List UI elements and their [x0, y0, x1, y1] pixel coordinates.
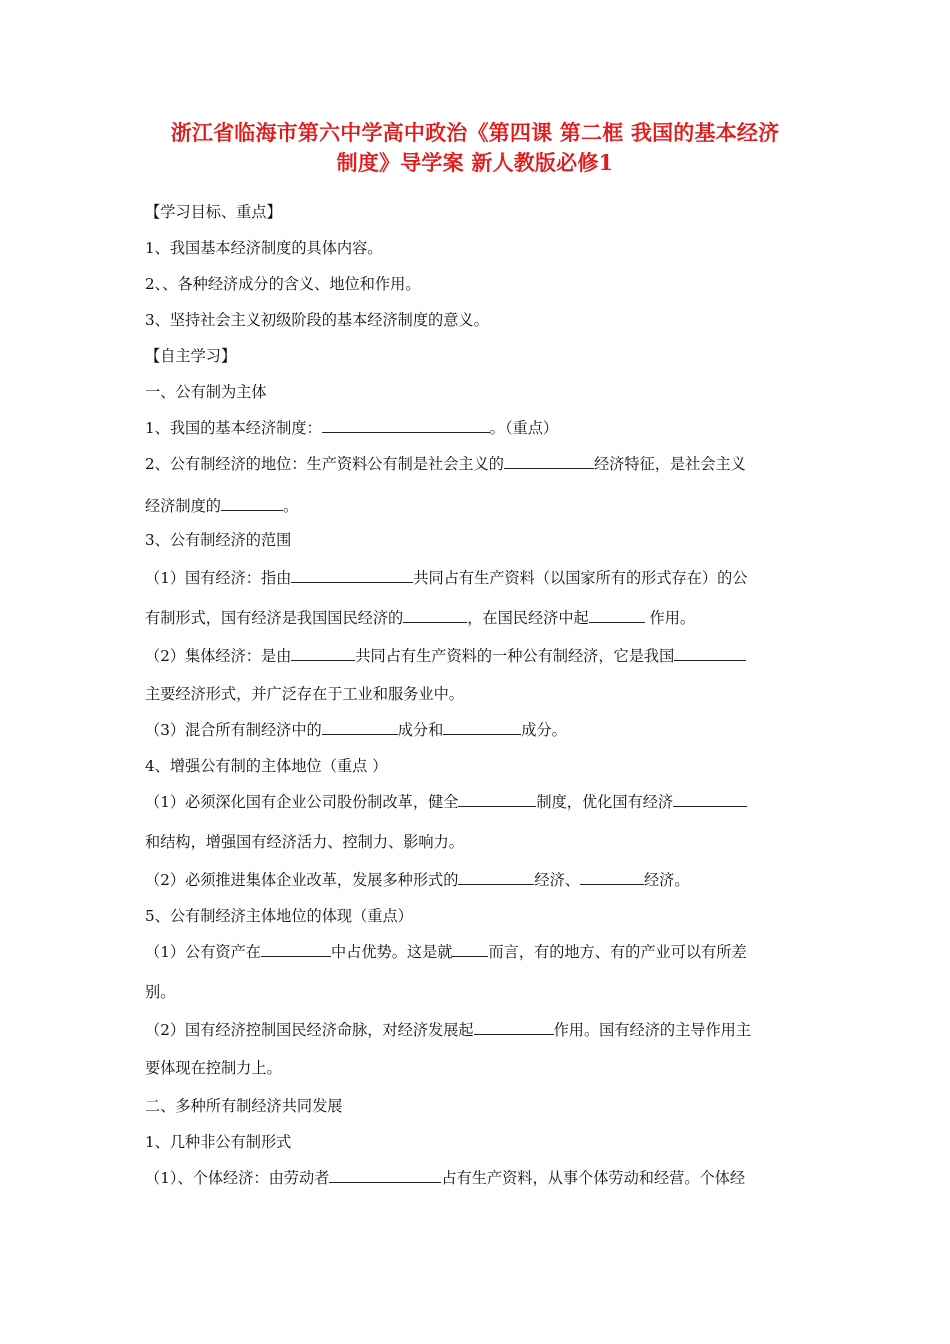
question-2-text-d: 。: [282, 497, 299, 515]
item-5-1-text-a: （1）公有资产在: [145, 943, 261, 961]
part-2-heading: 二、多种所有制经济共同发展: [145, 1097, 343, 1115]
fill-blank[interactable]: [452, 942, 488, 957]
item-5-2-text-a: （2）国有经济控制国民经济命脉，对经济发展起: [145, 1021, 474, 1039]
fill-blank[interactable]: [504, 454, 594, 469]
item-4-1-text-a: （1）必须深化国有企业公司股份制改革，健全: [145, 793, 459, 811]
item-3-1-line-2: [145, 608, 695, 628]
part-2-question-1-heading: 1、几种非公有制形式: [145, 1133, 292, 1151]
fill-blank[interactable]: [403, 608, 467, 623]
item-5-2-line-2: 要体现在控制力上。: [145, 1059, 282, 1077]
item-4-2-text-b: 经济、: [534, 871, 580, 889]
item-3-1-text-d: ，在国民经济中起: [467, 609, 589, 627]
item-4-1-line-1: [145, 792, 747, 812]
item-3-3-text-a: （3）混合所有制经济中的: [145, 721, 322, 739]
question-2-text-b: 经济特征，是社会主义: [593, 455, 746, 473]
part-2-item-1-text-a: （1）、个体经济：由劳动者: [145, 1169, 330, 1187]
question-2-text-a: 2、公有制经济的地位：生产资料公有制是社会主义的: [145, 455, 504, 473]
fill-blank[interactable]: [674, 646, 746, 661]
item-3-2-text-a: （2）集体经济：是由: [145, 647, 292, 665]
fill-blank[interactable]: [322, 720, 398, 735]
item-3-3-text-b: 成分和: [397, 721, 444, 739]
item-5-1-text-c: 而言，有的地方、有的产业可以有所差: [488, 943, 747, 961]
item-3-1-text-c: 有制形式，国有经济是我国国民经济的: [145, 609, 404, 627]
section-heading-self-study: 【自主学习】: [145, 347, 237, 365]
part-2-item-1-text-b: 占有生产资料，从事个体劳动和经营。个体经: [441, 1169, 746, 1187]
item-5-1-line-1: [145, 942, 747, 962]
title-line-2: 制度》导学案 新人教版必修1: [336, 150, 614, 175]
fill-blank[interactable]: [221, 496, 283, 511]
question-3-heading: 3、公有制经济的范围: [145, 531, 292, 549]
question-1: [145, 418, 558, 438]
fill-blank[interactable]: [443, 720, 521, 735]
item-5-1-line-2: 别。: [145, 983, 176, 1001]
fill-blank[interactable]: [458, 870, 534, 885]
fill-blank[interactable]: [291, 568, 413, 583]
fill-blank[interactable]: [322, 418, 490, 433]
question-4-heading: 4、增强公有制的主体地位（重点 ）: [145, 757, 388, 775]
item-3-2-text-b: 共同占有生产资料的一种公有制经济，它是我国: [355, 647, 675, 665]
fill-blank[interactable]: [474, 1020, 554, 1035]
fill-blank[interactable]: [291, 646, 355, 661]
item-4-2-text-a: （2）必须推进集体企业改革，发展多种形式的: [145, 871, 459, 889]
question-5-heading: 5、公有制经济主体地位的体现（重点）: [145, 907, 413, 925]
fill-blank[interactable]: [589, 608, 645, 623]
question-1-text-a: 1、我国的基本经济制度：: [145, 419, 322, 437]
item-5-2-line-1: [145, 1020, 751, 1040]
section-heading-objectives: 【学习目标、重点】: [145, 203, 282, 221]
item-3-1-line-1: [145, 568, 747, 588]
item-3-3: [145, 720, 567, 740]
item-3-2-line-1: [145, 646, 746, 666]
question-1-text-b: 。（重点）: [489, 419, 559, 437]
question-2-line-2: [145, 496, 298, 516]
fill-blank[interactable]: [458, 792, 536, 807]
fill-blank[interactable]: [329, 1168, 441, 1183]
question-2-line-1: [145, 454, 746, 474]
item-3-3-text-c: 成分。: [521, 721, 567, 739]
item-4-2-text-c: 经济。: [643, 871, 690, 889]
fill-blank[interactable]: [261, 942, 331, 957]
question-2-text-c: 经济制度的: [145, 497, 221, 515]
item-5-1-text-b: 中占优势。这是就: [330, 943, 453, 961]
title-line-1: 浙江省临海市第六中学高中政治《第四课 第二框 我国的基本经济: [170, 120, 780, 145]
item-3-1-text-b: 共同占有生产资料（以国家所有的形式存在）的公: [413, 569, 748, 587]
item-5-2-text-b: 作用。国有经济的主导作用主: [553, 1021, 752, 1039]
objective-2: 2、、各种经济成分的含义、地位和作用。: [145, 275, 421, 293]
item-3-2-line-2: 主要经济形式，并广泛存在于工业和服务业中。: [145, 685, 464, 703]
item-3-1-text-a: （1）国有经济：指由: [145, 569, 292, 587]
part-2-item-1: [145, 1168, 745, 1188]
part-1-heading: 一、公有制为主体: [145, 383, 267, 401]
objective-3: 3、坚持社会主义初级阶段的基本经济制度的意义。: [145, 311, 489, 329]
fill-blank[interactable]: [673, 792, 747, 807]
fill-blank[interactable]: [580, 870, 644, 885]
document-title: [140, 118, 810, 178]
item-4-2: [145, 870, 690, 890]
item-4-1-line-2: 和结构，增强国有经济活力、控制力、影响力。: [145, 833, 464, 851]
objective-1: 1、我国基本经济制度的具体内容。: [145, 239, 383, 257]
item-4-1-text-b: 制度，优化国有经济: [536, 793, 674, 811]
item-3-1-text-e: 作用。: [644, 609, 696, 627]
